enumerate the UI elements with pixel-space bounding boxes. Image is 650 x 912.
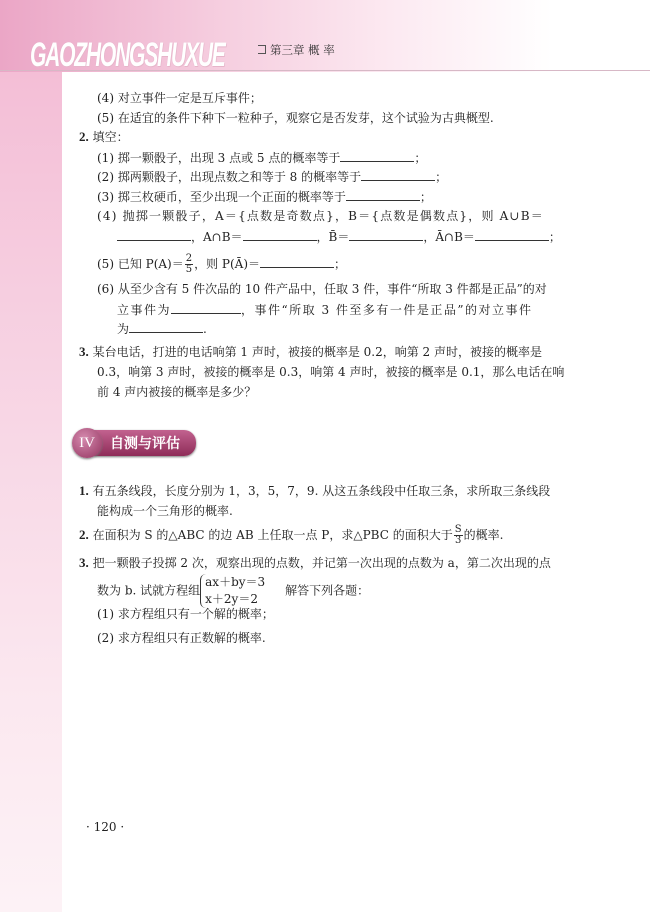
question-3-line2: 0.3，响第 3 声时，被接的概率是 0.3，响第 4 声时，被接的概率是 0.1，那么电话在响 <box>97 365 565 379</box>
bracket-icon <box>258 45 266 54</box>
fill-item-5: (5) 已知 P(A)＝ $\frac{2}{5}$ ，则 P(Ā)＝ ； <box>97 253 347 275</box>
question-3-line3: 前 4 声内被接的概率是多少？ <box>97 385 257 399</box>
page-number: · 120 · <box>86 820 125 834</box>
self-test-1-line2: 能构成一个三角形的概率. <box>97 504 233 518</box>
fill-item-4: (4) 抛掷一颗骰子，A＝{点数是奇数点}，B＝{点数是偶数点}，则 A∪B＝ <box>97 209 544 223</box>
self-test-1: 1. 有五条线段，长度分别为 1，3，5，7，9. 从这五条线段中任取三条，求所取三条线段 <box>79 483 551 498</box>
section-title: 自测与评估 <box>94 430 196 456</box>
prev-item-4: (4) 对立事件一定是互斥事件； <box>97 91 262 105</box>
fraction: $\frac{2}{5}$ <box>185 253 193 275</box>
question-3: 3. 某台电话，打进的电话响第 1 声时，被接的概率是 0.2，响第 2 声时，被接的概率是 <box>79 344 543 359</box>
prev-item-5: (5) 在适宜的条件下种下一粒种子，观察它是否发芽，这个试验为古典概型. <box>97 111 494 125</box>
fill-item-6-line2: 立事件为 ，事件“所取 3 件至多有一件是正品”的对立事件 <box>117 303 533 317</box>
roman-numeral: IV <box>72 428 102 458</box>
side-decoration <box>0 0 62 912</box>
fill-item-6-line3: 为 . <box>117 322 207 336</box>
answer-blank[interactable] <box>349 228 423 241</box>
answer-blank[interactable] <box>361 168 435 181</box>
answer-blank[interactable] <box>117 228 191 241</box>
self-test-3-line2: 数为 b. 试就方程组 ax＋by＝3 x＋2y＝2 解答下列各题： <box>97 575 370 606</box>
question-2-title: 2. 填空： <box>79 129 129 144</box>
answer-blank[interactable] <box>475 228 549 241</box>
answer-blank[interactable] <box>129 320 203 333</box>
fill-item-4-blanks: ，A∩B＝ ，B̄＝ ，Ā∩B＝ ； <box>117 228 561 245</box>
self-test-3-part1: (1) 求方程组只有一个解的概率； <box>97 607 274 621</box>
fill-item-1: (1) 掷一颗骰子，出现 3 点或 5 点的概率等于 ； <box>97 151 427 165</box>
answer-blank[interactable] <box>260 255 334 268</box>
fill-item-2: (2) 掷两颗骰子，出现点数之和等于 8 的概率等于 ； <box>97 170 448 184</box>
fill-item-3: (3) 掷三枚硬币，至少出现一个正面的概率等于 ； <box>97 190 432 204</box>
fill-item-6: (6) 从至少含有 5 件次品的 10 件产品中，任取 3 件，事件“所取 3 件都是正品”的对 <box>97 282 547 296</box>
chapter-title: 第三章 概 率 <box>258 42 335 58</box>
self-test-2: 2. 在面积为 S 的△ABC 的边 AB 上任取一点 P，求△PBC 的面积大于 $\frac{S}{3}$ 的概率. <box>79 524 504 546</box>
fraction: $\frac{S}{3}$ <box>454 524 462 546</box>
self-test-3-part2: (2) 求方程组只有正数解的概率. <box>97 631 266 645</box>
self-test-3: 3. 把一颗骰子投掷 2 次，观察出现的点数，并记第一次出现的点数为 a，第二次出现的点 <box>79 555 551 570</box>
section-badge <box>72 428 196 458</box>
answer-blank[interactable] <box>171 301 241 314</box>
answer-blank[interactable] <box>346 188 420 201</box>
equation-system: ax＋by＝3 x＋2y＝2 <box>200 574 265 608</box>
answer-blank[interactable] <box>243 228 317 241</box>
answer-blank[interactable] <box>340 149 414 162</box>
series-logo: GAOZHONGSHUXUE <box>30 36 225 74</box>
